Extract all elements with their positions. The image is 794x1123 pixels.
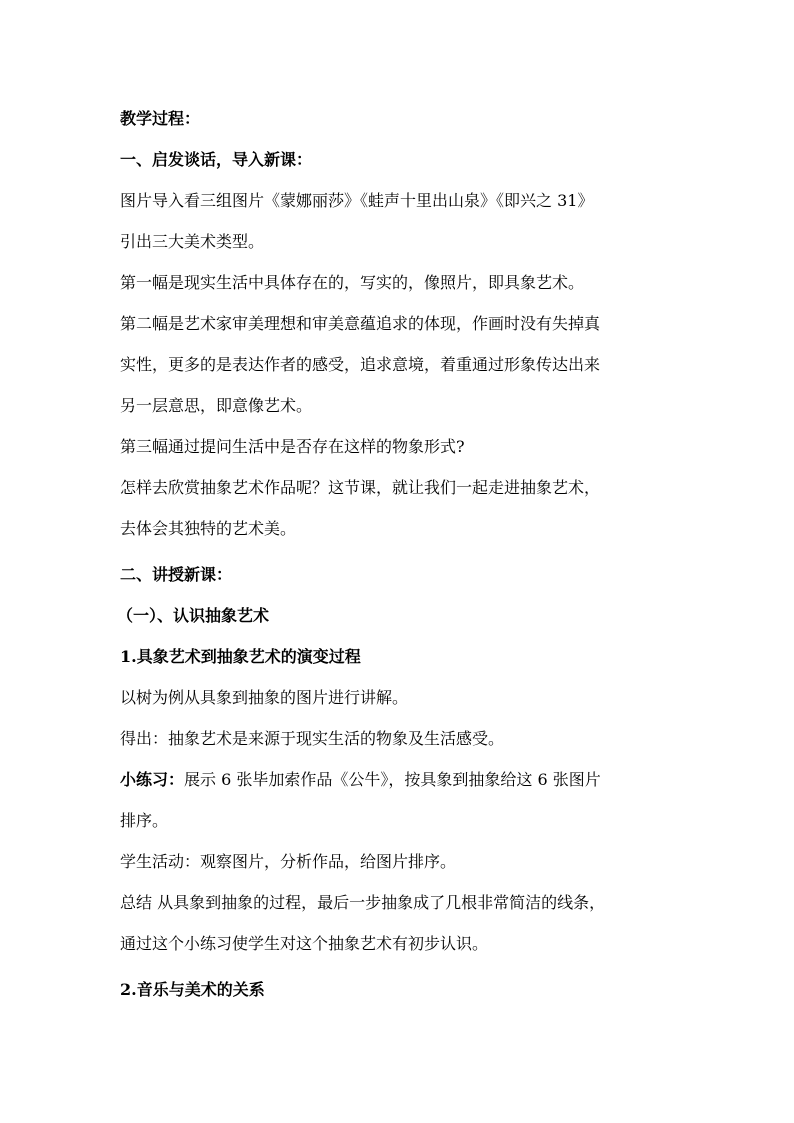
exercise-label: 小练习： [120, 770, 185, 789]
paragraph-line: 去体会其独特的艺术美。 [120, 519, 297, 538]
paragraph-line: 引出三大美术类型。 [120, 232, 265, 251]
paragraph-line: 另一层意思，即意像艺术。 [120, 396, 313, 415]
subsection-heading-evolution: 1.具象艺术到抽象艺术的演变过程 [120, 647, 361, 666]
paragraph-line: 图片导入看三组图片《蒙娜丽莎》《蛙声十里出山泉》《即兴之 31》 [120, 191, 594, 210]
paragraph-line: 第三幅通过提问生活中是否存在这样的物象形式? [120, 437, 465, 456]
paragraph-line: 第二幅是艺术家审美理想和审美意蕴追求的体现，作画时没有失掉真 [120, 314, 601, 333]
paragraph-line: 得出：抽象艺术是来源于现实生活的物象及生活感受。 [120, 729, 505, 748]
subsection-heading-music-art: 2.音乐与美术的关系 [120, 980, 265, 999]
paragraph-line: 以树为例从具象到抽象的图片进行讲解。 [120, 688, 409, 707]
exercise-line [120, 769, 601, 791]
paragraph-line: 学生活动：观察图片，分析作品，给图片排序。 [120, 852, 457, 871]
paragraph-line: 实性，更多的是表达作者的感受，追求意境，着重通过形象传达出来 [120, 355, 601, 374]
section-heading-new-lesson: 二、讲授新课： [120, 565, 233, 584]
subsection-heading: （一）、认识抽象艺术 [117, 606, 270, 625]
heading-teaching-process: 教学过程： [120, 109, 201, 128]
paragraph-line: 第一幅是现实生活中具体存在的，写实的，像照片，即具象艺术。 [120, 273, 585, 292]
exercise-text: 展示 6 张毕加索作品《公牛》，按具象到抽象给这 6 张图片 [184, 770, 601, 789]
paragraph-line: 通过这个小练习使学生对这个抽象艺术有初步认识。 [120, 934, 489, 953]
paragraph-line: 排序。 [120, 811, 169, 830]
paragraph-line: 总结 从具象到抽象的过程，最后一步抽象成了几根非常简洁的线条， [120, 893, 606, 912]
paragraph-line: 怎样去欣赏抽象艺术作品呢？这节课，就让我们一起走进抽象艺术， [120, 478, 601, 497]
section-heading-intro: 一、启发谈话，导入新课： [120, 150, 313, 169]
